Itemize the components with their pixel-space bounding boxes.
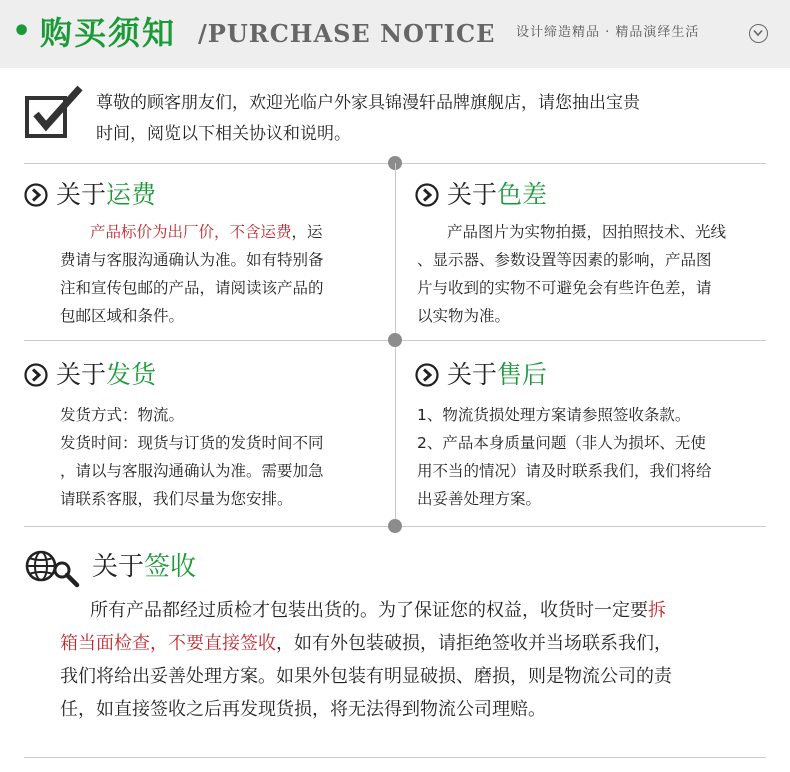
shipping-fee-line-4: 包邮区域和条件。 xyxy=(60,307,185,325)
delivery-line-1: 发货方式：物流。 xyxy=(60,406,185,424)
section-delivery-body xyxy=(60,401,380,513)
after-sales-line-3: 用不当的情况）请及时联系我们，我们将给 xyxy=(417,462,712,480)
section-prefix: 关于 xyxy=(447,180,498,209)
color-diff-line-1: 产品图片为实物拍摄，因拍照技术、光线 xyxy=(447,223,727,241)
intro-line-2: 时间，阅览以下相关协议和说明。 xyxy=(96,124,351,144)
header-banner xyxy=(0,0,790,68)
intro-line-1: 尊敬的顾客朋友们，欢迎光临户外家具锦漫轩品牌旗舰店，请您抽出宝贵 xyxy=(96,93,640,113)
shipping-fee-line-1-end: ，运 xyxy=(291,223,323,241)
page-title: 购买须知 xyxy=(40,14,177,52)
header-slogan: 设计缔造精品 · 精品演绎生活 xyxy=(516,25,700,40)
arrow-circle-icon xyxy=(415,183,439,207)
sign-line-1: 所有产品都经过质检才包装出货的。为了保证您的权益，收货时一定要 xyxy=(90,600,648,621)
arrow-circle-icon xyxy=(415,363,439,387)
shipping-fee-line-3: 注和宣传包邮的产品，请阅读该产品的 xyxy=(60,279,324,297)
delivery-line-2: 发货时间：现货与订货的发货时间不同 xyxy=(60,434,324,452)
section-prefix: 关于 xyxy=(92,552,145,582)
section-prefix: 关于 xyxy=(447,360,498,389)
sign-line-2: ，如有外包装破损，请拒绝签收并当场联系我们， xyxy=(276,633,672,654)
chevron-down-circle-icon xyxy=(749,24,768,43)
section-after-sales-body xyxy=(417,401,772,513)
section-color-diff-body xyxy=(417,218,772,330)
section-keyword: 签收 xyxy=(144,552,197,582)
section-after-sales-heading xyxy=(415,358,755,392)
after-sales-line-4: 出妥善处理方案。 xyxy=(417,490,542,508)
globe-magnifier-icon xyxy=(24,548,80,592)
delivery-line-3: ，请以与客服沟通确认为准。需要加急 xyxy=(60,462,324,480)
section-sign-body xyxy=(60,594,760,726)
header-bullet: • xyxy=(12,14,32,49)
section-keyword: 发货 xyxy=(106,360,157,389)
section-sign-heading xyxy=(92,549,196,585)
checkbox-check-icon xyxy=(24,84,84,144)
section-shipping-fee-heading xyxy=(24,178,364,212)
sign-line-1-highlight: 拆 xyxy=(648,600,666,621)
shipping-fee-line-2: 费请与客服沟通确认为准。如有特别备 xyxy=(60,251,324,269)
section-prefix: 关于 xyxy=(56,360,107,389)
after-sales-line-1: 1、物流货损处理方案请参照签收条款。 xyxy=(417,406,691,424)
sign-line-4: 任，如直接签收之后再发现货损，将无法得到物流公司理赔。 xyxy=(60,699,546,720)
arrow-circle-icon xyxy=(24,183,48,207)
section-keyword: 色差 xyxy=(497,180,548,209)
intro-text xyxy=(96,88,776,150)
section-color-diff-heading xyxy=(415,178,755,212)
color-diff-line-3: 片与收到的实物不可避免会有些许色差，请 xyxy=(417,279,712,297)
divider-dot-bottom xyxy=(388,519,402,533)
color-diff-line-2: 、显示器、参数设置等因素的影响，产品图 xyxy=(417,251,712,269)
delivery-line-4: 请联系客服，我们尽量为您安排。 xyxy=(60,490,293,508)
section-keyword: 售后 xyxy=(497,360,548,389)
sign-line-2-highlight: 箱当面检查，不要直接签收 xyxy=(60,633,276,654)
section-prefix: 关于 xyxy=(56,180,107,209)
after-sales-line-2: 2、产品本身质量问题（非人为损坏、无使 xyxy=(417,434,706,452)
sign-line-3: 我们将给出妥善处理方案。如果外包装有明显破损、磨损，则是物流公司的责 xyxy=(60,666,672,687)
arrow-circle-icon xyxy=(24,363,48,387)
section-keyword: 运费 xyxy=(106,180,157,209)
section-shipping-fee-body xyxy=(60,218,380,330)
page-title-english: /PURCHASE NOTICE xyxy=(198,19,496,48)
shipping-fee-highlight: 产品标价为出厂价，不含运费 xyxy=(90,223,292,241)
color-diff-line-4: 以实物为准。 xyxy=(417,307,511,325)
divider-footer xyxy=(24,757,766,758)
section-delivery-heading xyxy=(24,358,364,392)
divider-dot-middle xyxy=(388,333,402,347)
